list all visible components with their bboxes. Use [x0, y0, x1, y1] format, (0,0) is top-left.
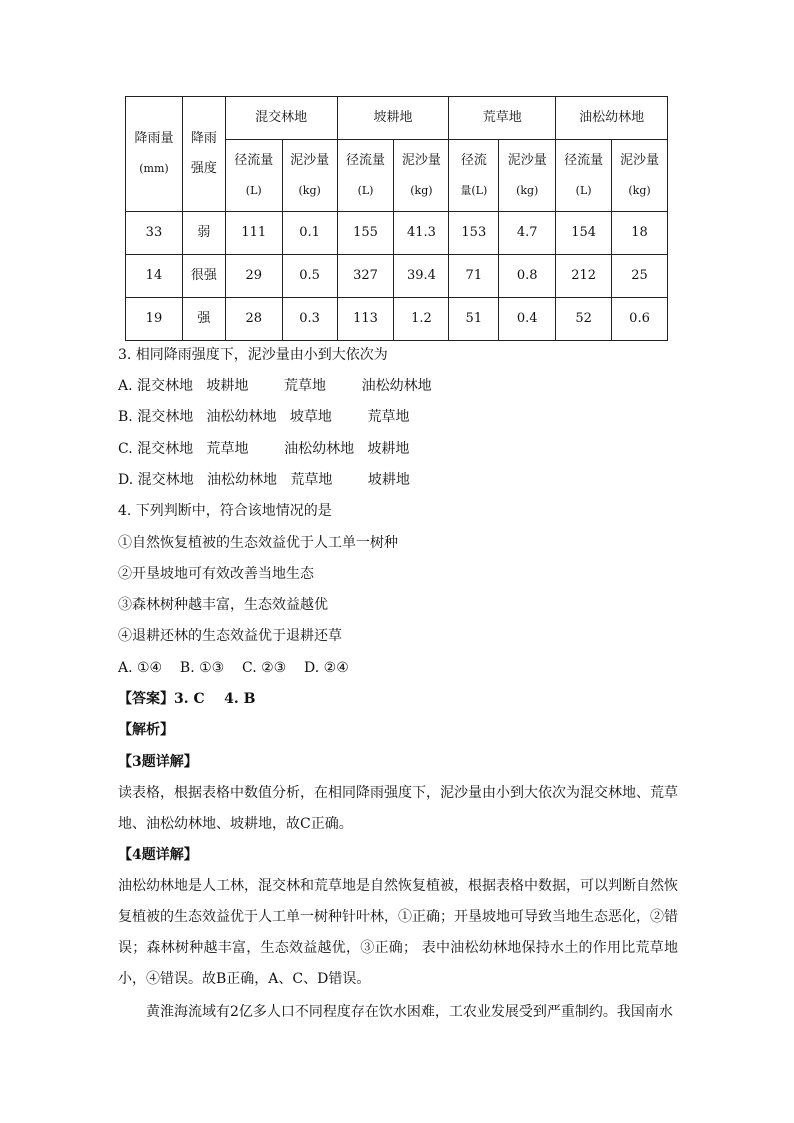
- q3-option-c: C. 混交林地 荒草地 油松幼林地 坡耕地: [118, 441, 410, 457]
- table-cell: 0.6: [612, 298, 668, 341]
- table-row: [126, 255, 668, 298]
- table-cell: 0.1: [282, 212, 337, 255]
- sub-header-line2: (kg): [516, 183, 539, 197]
- table-cell: 155: [337, 212, 394, 255]
- table-cell: 52: [556, 298, 612, 341]
- detail-3-heading: 【3题详解】: [118, 754, 198, 770]
- intensity-label-line1: 降雨: [190, 131, 217, 146]
- table-cell: 0.8: [499, 255, 556, 298]
- sub-header: [499, 140, 556, 212]
- table-cell: 1.2: [394, 298, 449, 341]
- sub-header-line2: (L): [575, 183, 592, 197]
- table-cell: 19: [126, 298, 183, 341]
- q3-option-d: D. 混交林地 油松幼林地 荒草地 坡耕地: [118, 472, 410, 488]
- table-cell: 4.7: [499, 212, 556, 255]
- group-header: 混交林地: [225, 97, 337, 140]
- rainfall-unit: (mm): [139, 162, 169, 175]
- sub-header-line2: 量(L): [460, 183, 488, 197]
- sub-header-line2: (L): [245, 183, 262, 197]
- q3-option-a: A. 混交林地 坡耕地 荒草地 油松幼林地: [118, 378, 432, 394]
- sub-header-line1: 泥沙量: [507, 152, 547, 168]
- q4-statement-3: ③森林树种越丰富，生态效益越优: [118, 597, 328, 613]
- sub-header: [612, 140, 668, 212]
- group-header: 荒草地: [449, 97, 556, 140]
- rainfall-header: [126, 97, 183, 212]
- intensity-header: [182, 97, 225, 212]
- table-cell: 28: [225, 298, 282, 341]
- next-paragraph: 黄淮海流域有2亿多人口不同程度存在饮水困难，工农业发展受到严重制约。我国南水: [146, 1004, 673, 1020]
- sub-header: [225, 140, 282, 212]
- detail-4-text: 油松幼林地是人工林，混交林和荒草地是自然恢复植被，根据表格中数据，可以判断自然恢复植被的生态效益优于人工单一树种针叶林，①正确；开垦坡地可导致当地生态恶化，②错误；森林树种越丰富，生态效益越优，③正确； 表中油松幼林地保持水土的作用比荒草地小，④错误。故B正确，A、C、D错误。: [118, 878, 678, 987]
- q4-statement-4: ④退耕还林的生态效益优于退耕还草: [118, 628, 342, 644]
- q3-stem: 3. 相同降雨强度下，泥沙量由小到大依次为: [118, 347, 388, 363]
- q3-option-b: B. 混交林地 油松幼林地 坡草地 荒草地: [118, 409, 410, 425]
- table-cell: 154: [556, 212, 612, 255]
- sub-header: [556, 140, 612, 212]
- detail-4-heading: 【4题详解】: [118, 847, 198, 863]
- sub-header-line2: (L): [357, 183, 374, 197]
- table-row: [126, 298, 668, 341]
- table-cell: 212: [556, 255, 612, 298]
- table-cell: 153: [449, 212, 499, 255]
- q4-statement-2: ②开垦坡地可有效改善当地生态: [118, 566, 314, 582]
- table-cell: 0.3: [282, 298, 337, 341]
- sub-header-line1: 径流量: [346, 152, 386, 168]
- sub-header-line1: 径流: [460, 152, 487, 168]
- intensity-label-line2: 强度: [190, 161, 217, 176]
- sub-header-line1: 泥沙量: [290, 152, 330, 168]
- table-cell: 111: [225, 212, 282, 255]
- q4-statement-1: ①自然恢复植被的生态效益优于人工单一树种: [118, 535, 398, 551]
- rainfall-label: 降雨量: [134, 131, 174, 146]
- answer-line: 【答案】3. C 4. B: [118, 691, 256, 707]
- sub-header: [394, 140, 449, 212]
- sub-header-line1: 径流量: [564, 152, 604, 168]
- sub-header: [337, 140, 394, 212]
- sub-header: [449, 140, 499, 212]
- detail-3-text: 读表格，根据表格中数值分析，在相同降雨强度下，泥沙量由小到大依次为混交林地、荒草地、油松幼林地、坡耕地，故C正确。: [118, 785, 678, 832]
- sub-header-line2: (kg): [410, 183, 433, 197]
- sub-header-line1: 径流量: [234, 152, 274, 168]
- q4-options: A. ①④ B. ①③ C. ②③ D. ②④: [118, 660, 349, 676]
- table-cell: 很强: [182, 255, 225, 298]
- data-table: [125, 96, 668, 341]
- table-cell: 39.4: [394, 255, 449, 298]
- group-header: 坡耕地: [337, 97, 449, 140]
- table-cell: 弱: [182, 212, 225, 255]
- table-row: [126, 212, 668, 255]
- group-header: 油松幼林地: [556, 97, 668, 140]
- sub-header-line2: (kg): [628, 183, 651, 197]
- sub-header: [282, 140, 337, 212]
- table-cell: 113: [337, 298, 394, 341]
- table-cell: 71: [449, 255, 499, 298]
- table-header-row: [126, 97, 668, 140]
- table-cell: 29: [225, 255, 282, 298]
- table-cell: 51: [449, 298, 499, 341]
- table-cell: 41.3: [394, 212, 449, 255]
- sub-header-line1: 泥沙量: [620, 152, 660, 168]
- table-cell: 0.4: [499, 298, 556, 341]
- q4-stem: 4. 下列判断中，符合该地情况的是: [118, 503, 332, 519]
- table-cell: 14: [126, 255, 183, 298]
- table-cell: 33: [126, 212, 183, 255]
- sub-header-line1: 泥沙量: [401, 152, 441, 168]
- table-cell: 18: [612, 212, 668, 255]
- table-cell: 327: [337, 255, 394, 298]
- table-cell: 25: [612, 255, 668, 298]
- table-cell: 强: [182, 298, 225, 341]
- table-cell: 0.5: [282, 255, 337, 298]
- sub-header-line2: (kg): [298, 183, 321, 197]
- analysis-heading: 【解析】: [118, 722, 174, 738]
